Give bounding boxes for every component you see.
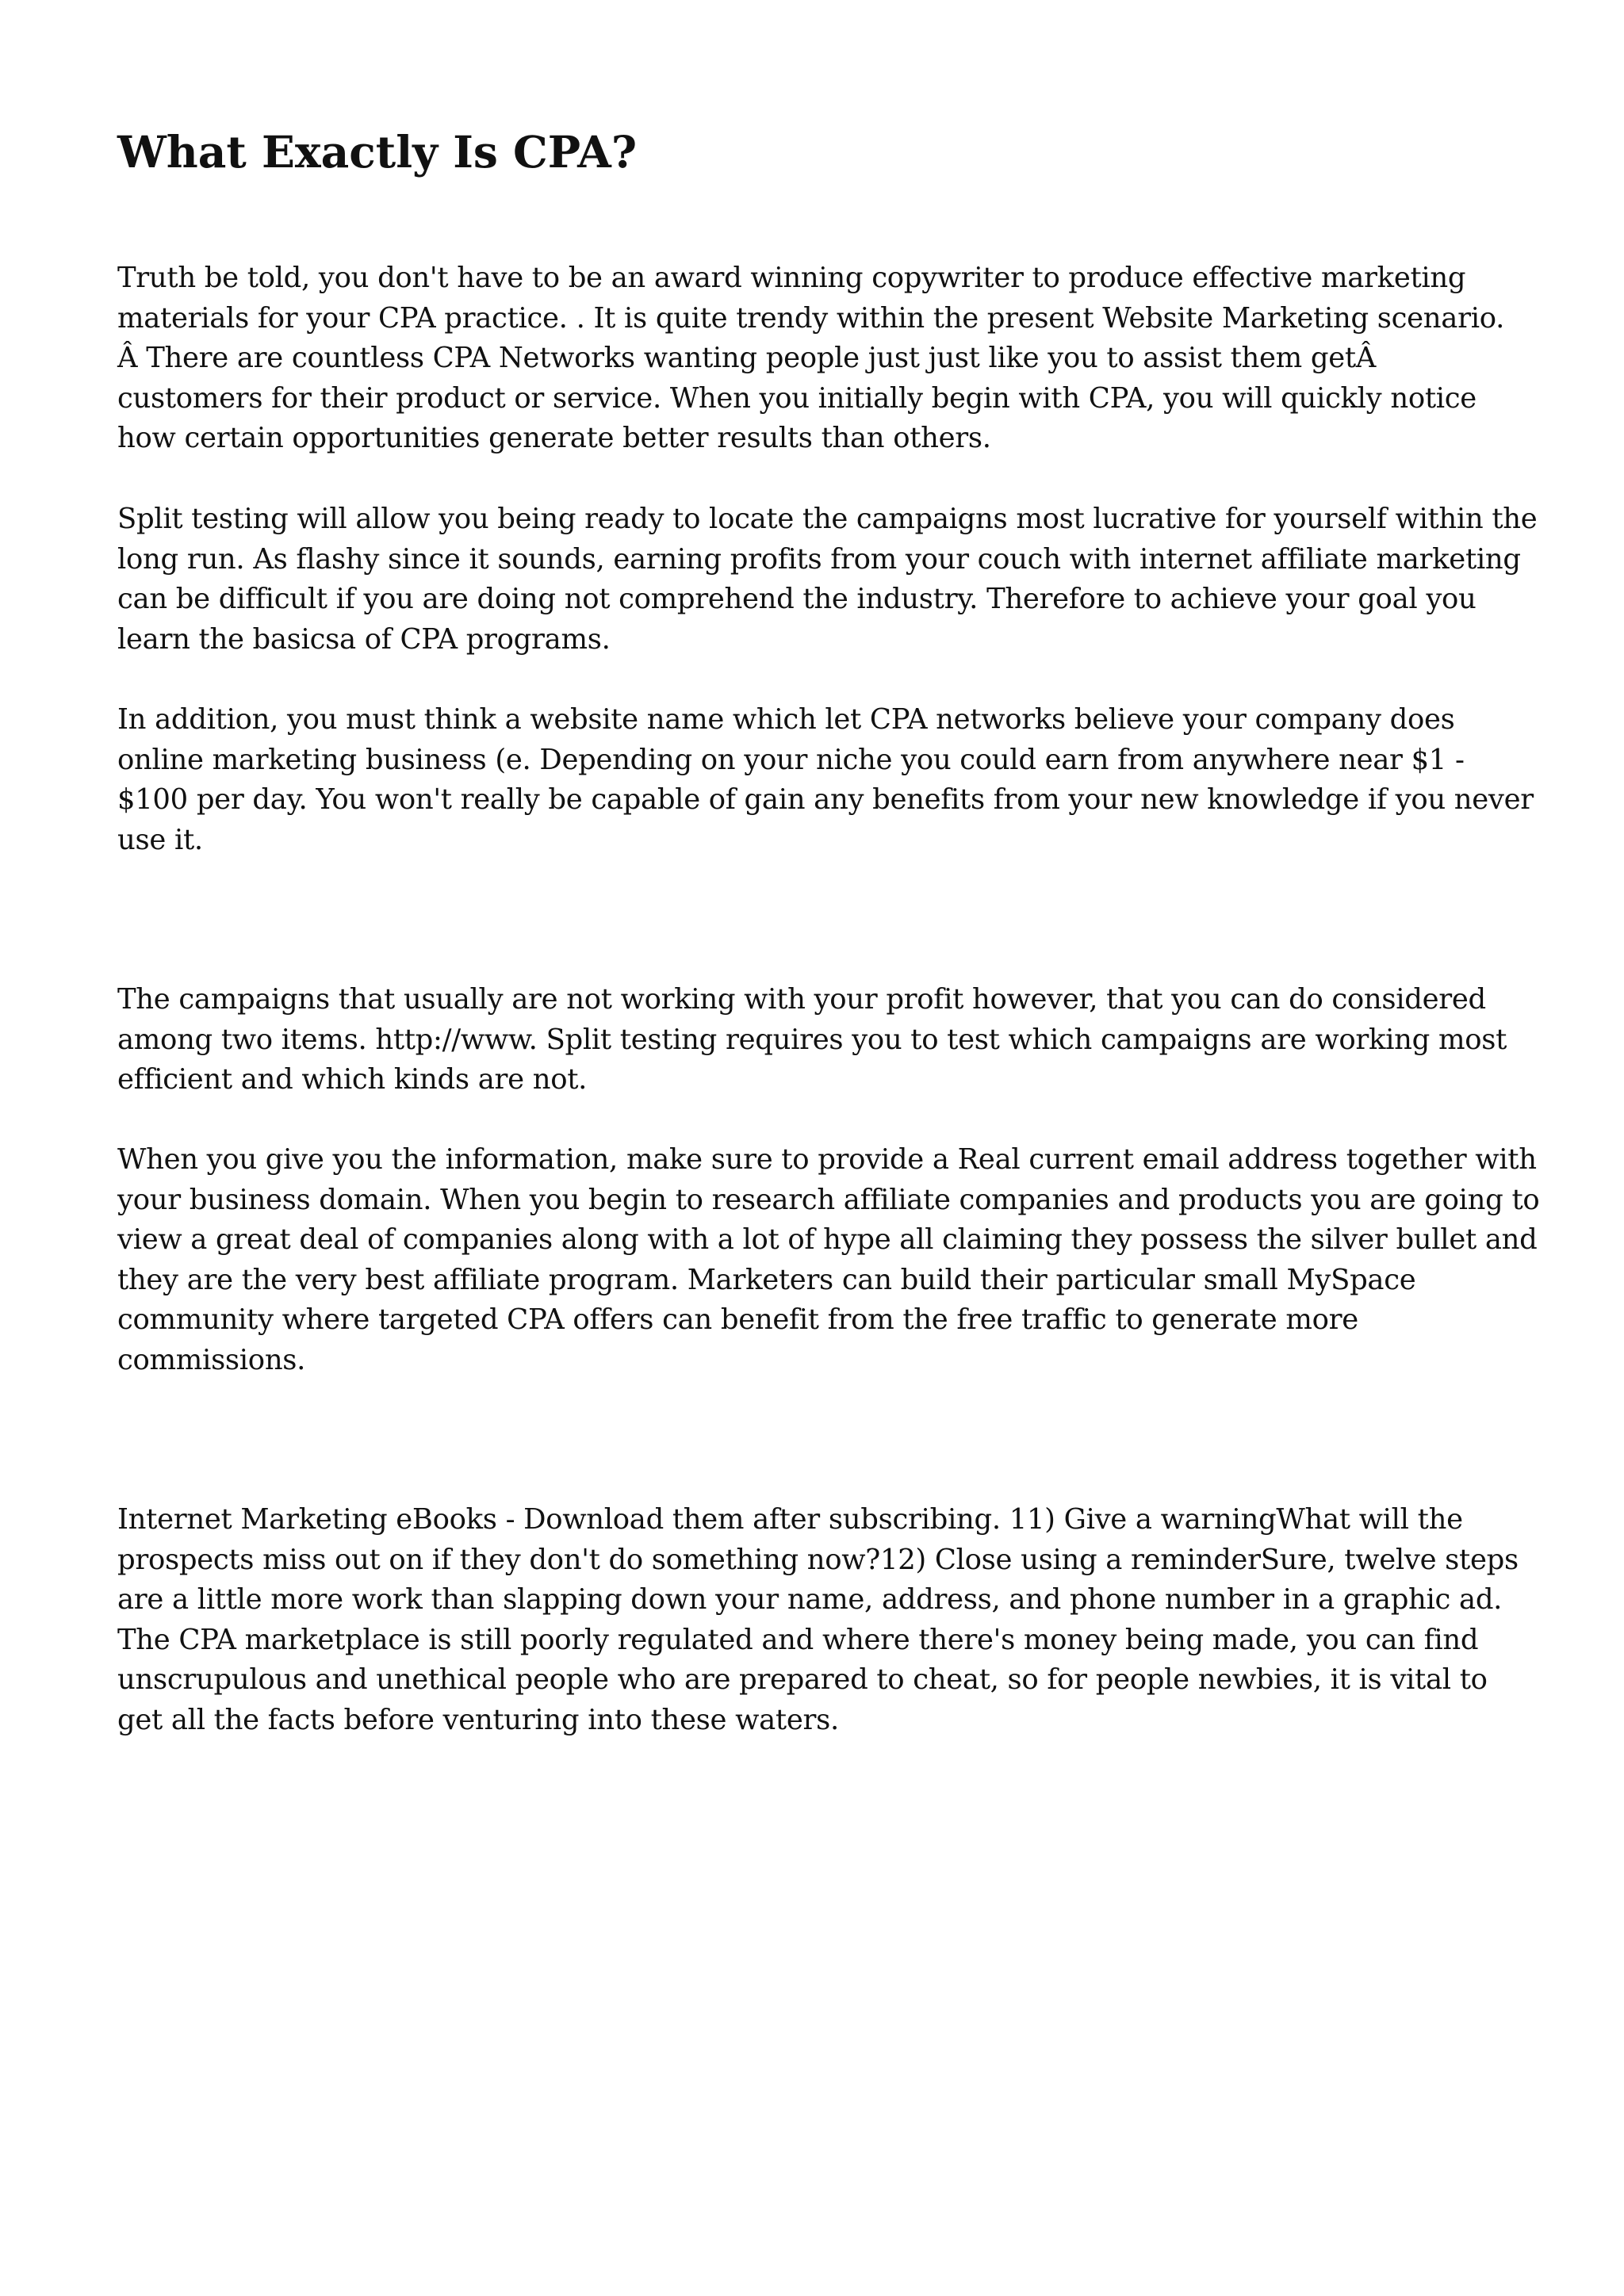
paragraph-6 (117, 1500, 1521, 1741)
document-page (117, 0, 1540, 2296)
paragraph-line: they are the very best affiliate program. Marketers can build their particular small MySpace (117, 1263, 1416, 1296)
paragraph-line: customers for their product or service. When you initially begin with CPA, you will quickly notice (117, 381, 1477, 415)
paragraph-line: prospects miss out on if they don't do something now?12) Close using a reminderSure, twelve steps (117, 1543, 1519, 1576)
paragraph-line: how certain opportunities generate better results than others. (117, 422, 991, 455)
paragraph-line: Truth be told, you don't have to be an award winning copywriter to produce effective marketing (117, 262, 1466, 294)
paragraph-line: view a great deal of companies along with a lot of hype all claiming they possess the silver bullet and (117, 1223, 1538, 1257)
paragraph-line: $100 per day. You won't really be capable of gain any benefits from your new knowledge if you never (117, 783, 1534, 817)
paragraph-line: are a little more work than slapping down your name, address, and phone number in a graphic ad. (117, 1583, 1503, 1617)
paragraph-line: can be difficult if you are doing not comprehend the industry. Therefore to achieve your goal you (117, 583, 1477, 616)
paragraph-2 (117, 499, 1538, 660)
paragraph-3 (117, 700, 1534, 860)
document-title: What Exactly Is CPA? (117, 126, 638, 178)
paragraph-line: materials for your CPA practice. . It is quite trendy within the present Website Marketing scenario. (117, 301, 1505, 335)
paragraph-line: your business domain. When you begin to research affiliate companies and products you are going to (117, 1183, 1540, 1216)
paragraph-line: commissions. (117, 1343, 306, 1376)
paragraph-line: long run. As flashy since it sounds, earning profits from your couch with internet affiliate marketing (117, 542, 1521, 576)
paragraph-line: Â There are countless CPA Networks wanting people just just like you to assist them getÂ (117, 342, 1377, 375)
paragraph-line: online marketing business (e. Depending on your niche you could earn from anywhere near $1 - (117, 743, 1465, 776)
paragraph-line: get all the facts before venturing into these waters. (117, 1703, 839, 1736)
paragraph-line: efficient and which kinds are not. (117, 1063, 588, 1096)
paragraph-line: Internet Marketing eBooks - Download them after subscribing. 11) Give a warningWhat will the (117, 1503, 1463, 1536)
paragraph-5 (117, 1140, 1540, 1381)
paragraph-4 (117, 980, 1521, 1100)
paragraph-line: use it. (117, 823, 203, 856)
paragraph-line: The CPA marketplace is still poorly regulated and where there's money being made, you can find (117, 1623, 1479, 1656)
paragraph-line: Split testing will allow you being ready to locate the campaigns most lucrative for yourself within the (117, 503, 1538, 535)
paragraph-line: unscrupulous and unethical people who are prepared to cheat, so for people newbies, it is vital to (117, 1663, 1488, 1697)
paragraph-line: In addition, you must think a website name which let CPA networks believe your company does (117, 703, 1455, 736)
paragraph-line: among two items. http://www. Split testing requires you to test which campaigns are working most (117, 1023, 1507, 1056)
paragraph-line: When you give you the information, make sure to provide a Real current email address together with (117, 1143, 1537, 1176)
paragraph-line: The campaigns that usually are not working with your profit however, that you can do considered (117, 983, 1486, 1016)
paragraph-line: community where targeted CPA offers can benefit from the free traffic to generate more (117, 1303, 1358, 1337)
paragraph-1 (117, 258, 1521, 459)
paragraph-line: learn the basicsa of CPA programs. (117, 622, 611, 656)
